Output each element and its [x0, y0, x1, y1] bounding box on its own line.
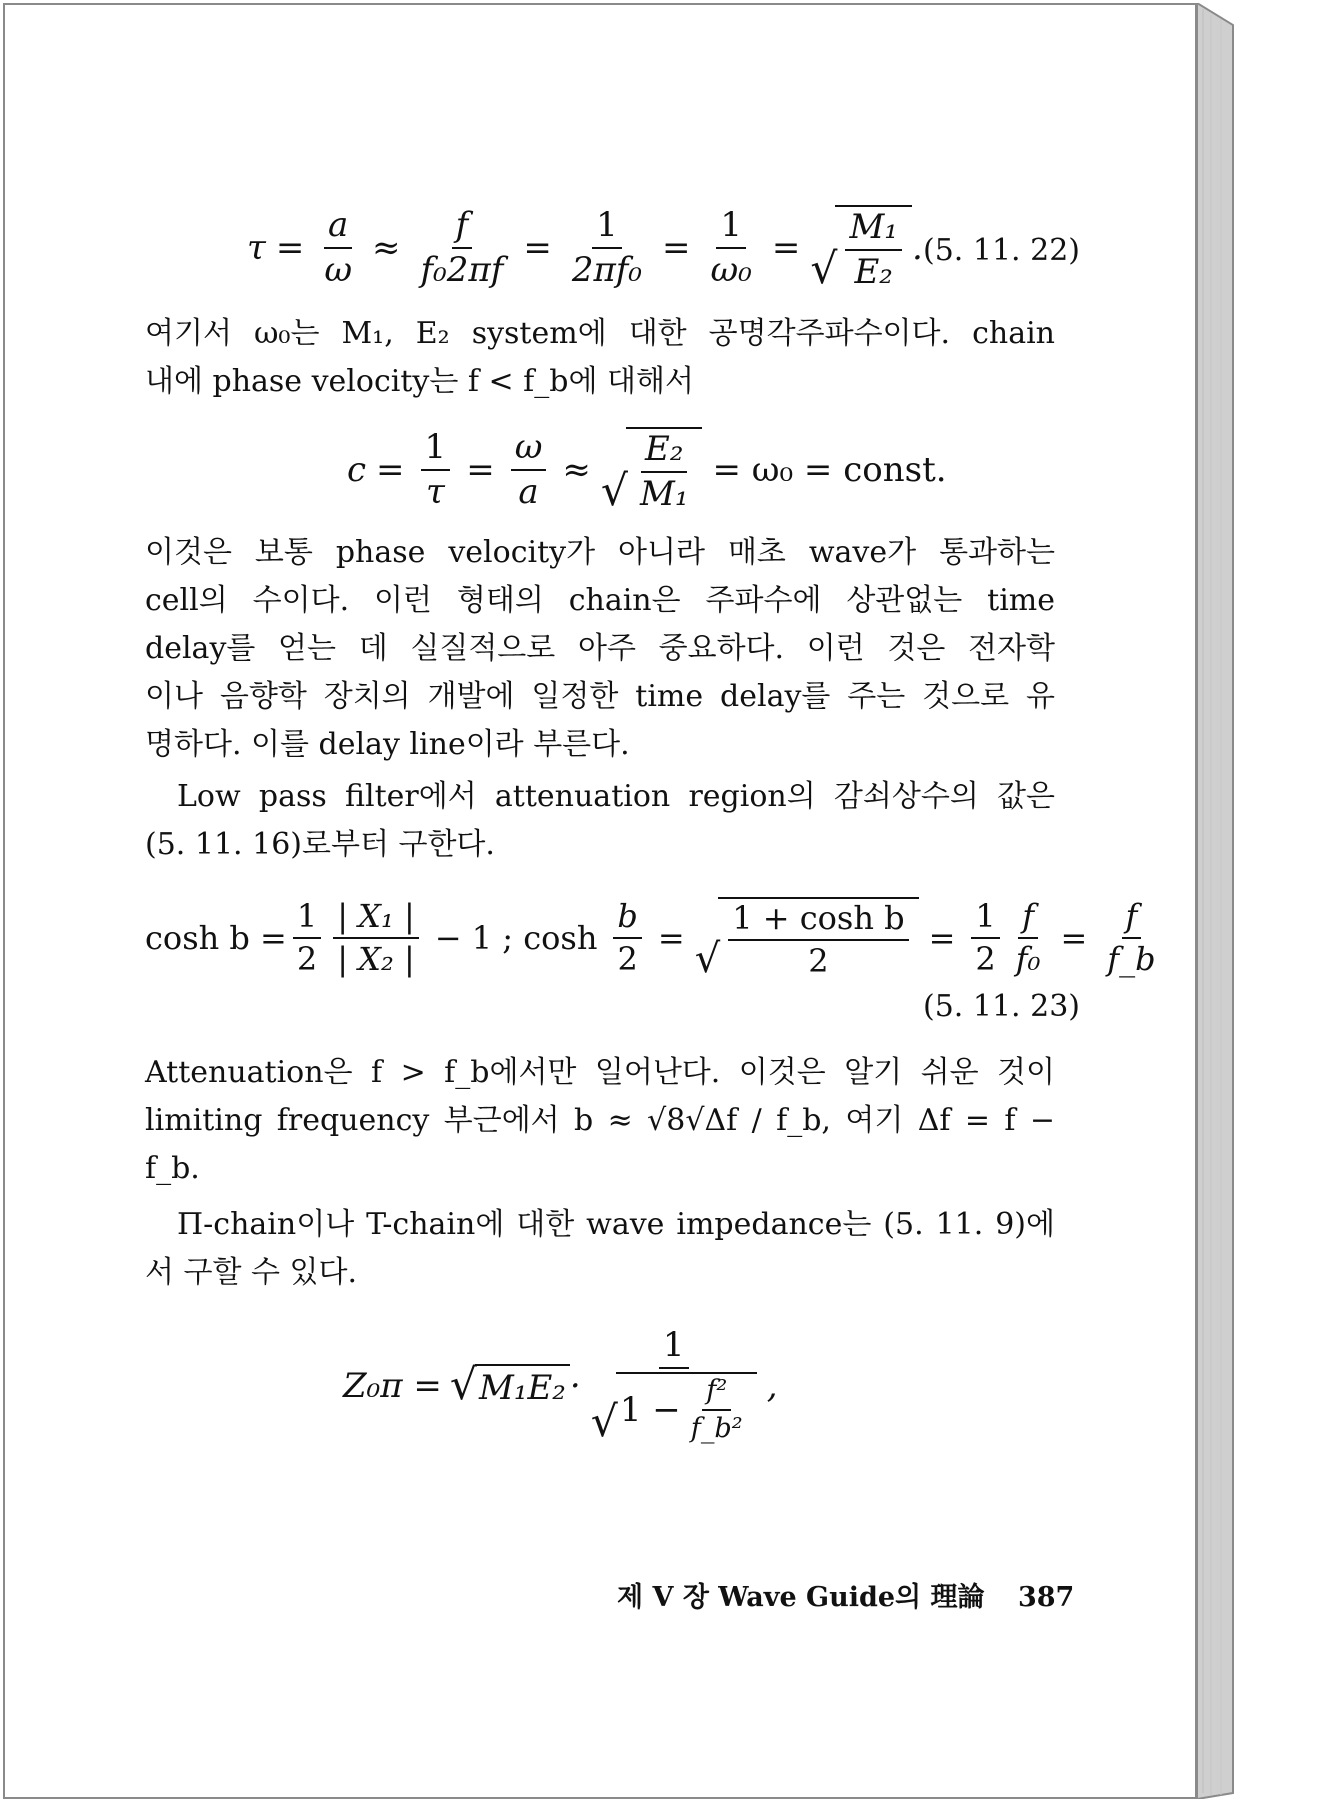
fraction	[728, 901, 908, 979]
denominator: 2	[808, 942, 829, 981]
eq-lhs: c	[347, 450, 367, 491]
eq-dot: ·	[569, 1365, 581, 1406]
numerator: 1	[293, 899, 321, 939]
denominator: E₂	[854, 252, 893, 293]
text-line: 여기서 ω₀는 M₁, E₂ system에 대한 공명각주파수이다. chain	[145, 316, 1055, 351]
fraction	[1103, 899, 1159, 977]
denominator: a	[518, 472, 539, 513]
fraction	[333, 899, 419, 977]
fraction	[417, 207, 508, 290]
text-line: 서 구할 수 있다.	[145, 1255, 358, 1290]
equation-wave-impedance	[343, 1325, 778, 1447]
radical-sign: √	[590, 1397, 618, 1447]
paragraph-2	[145, 529, 1055, 769]
eq-equals: =	[928, 919, 956, 958]
numerator: f	[452, 207, 473, 249]
eq-comma: ,	[766, 1365, 778, 1406]
eq-lhs: τ	[247, 228, 266, 269]
text-line: Attenuation은 f > f_b에서만 일어난다. 이것은 알기 쉬운 것이	[145, 1055, 1055, 1090]
square-root	[694, 897, 919, 983]
denominator: M₁	[640, 474, 689, 515]
numerator: 1	[971, 899, 999, 939]
text-line: 이것은 보통 phase velocity가 아니라 매초 wave가 통과하는	[145, 535, 1055, 570]
fraction	[421, 429, 451, 512]
numerator: | X₁ |	[333, 899, 419, 939]
denominator: 2	[296, 940, 318, 979]
denominator: f_b	[1107, 940, 1156, 979]
numerator: M₁	[845, 209, 901, 251]
radicand: M₁E₂	[475, 1364, 570, 1408]
eq-equals: =	[662, 228, 691, 269]
fraction	[707, 207, 756, 290]
numerator: a	[324, 207, 352, 249]
eq-one-minus: 1 −	[619, 1389, 681, 1430]
numerator: 1	[659, 1327, 689, 1369]
denominator: ω₀	[710, 250, 752, 291]
eq-equals: =	[466, 450, 495, 491]
square-root	[590, 1372, 757, 1447]
radicand	[626, 427, 702, 514]
radicand	[835, 205, 911, 292]
numerator: 1	[592, 207, 622, 249]
eq-approx: ≈	[562, 450, 591, 491]
fraction	[587, 1325, 761, 1447]
text-line: 내에 phase velocity는 f < f_b에 대해서	[145, 364, 694, 399]
fraction	[687, 1376, 747, 1444]
fraction	[845, 209, 901, 292]
fraction	[1012, 899, 1045, 977]
eq-cosh-b: cosh b =	[145, 919, 287, 958]
fraction	[293, 899, 321, 977]
denominator: 2πf₀	[571, 250, 643, 291]
fraction	[568, 207, 646, 290]
numerator: f²	[702, 1376, 731, 1411]
numerator: 1 + cosh b	[728, 901, 908, 941]
book-page	[3, 3, 1197, 1799]
eq-equals: =	[376, 450, 405, 491]
fraction	[613, 899, 641, 977]
eq-equals: =	[657, 919, 685, 958]
denominator: f₀	[1015, 940, 1041, 979]
denominator: | X₂ |	[337, 940, 415, 979]
eq-equals: =	[1060, 919, 1088, 958]
eq-equals: =	[275, 228, 305, 269]
eq-rhs: = ω₀ = const.	[712, 450, 947, 491]
radical-sign: √	[694, 936, 721, 983]
text-line: delay를 얻는 데 실질적으로 아주 중요하다. 이런 것은 전자학	[145, 631, 1055, 666]
page-number: 387	[1017, 1582, 1075, 1613]
text-line: Π-chain이나 T-chain에 대한 wave impedance는 (5. 11. 9)에	[177, 1207, 1055, 1242]
fraction	[636, 431, 692, 514]
fraction	[320, 207, 356, 290]
square-root	[449, 1361, 570, 1411]
denominator: τ	[425, 472, 445, 513]
fraction	[971, 899, 999, 977]
denominator: ω	[324, 250, 353, 291]
eq-minus-cosh: − 1 ; cosh	[434, 919, 598, 958]
page-footer	[617, 1575, 1074, 1614]
equation-phase-velocity	[347, 427, 957, 517]
equation-number-5-11-22: (5. 11. 22)	[923, 233, 1080, 268]
radicand	[718, 897, 918, 979]
eq-equals: =	[771, 228, 801, 269]
numerator: ω	[511, 429, 547, 471]
text-line: Low pass filter에서 attenuation region의 감쇠상수의 값은	[177, 779, 1055, 814]
square-root	[600, 427, 703, 517]
equation-number-5-11-23: (5. 11. 23)	[923, 989, 1080, 1024]
text-line: cell의 수이다. 이런 형태의 chain은 주파수에 상관없는 time	[145, 583, 1055, 618]
paragraph-4	[145, 1049, 1055, 1193]
text-line: 이나 음향학 장치의 개발에 일정한 time delay를 주는 것으로 유	[145, 679, 1055, 714]
paragraph-1	[145, 310, 1055, 406]
text-line: (5. 11. 16)로부터 구한다.	[145, 827, 495, 862]
radical-sign: √	[600, 467, 629, 517]
equation-5-11-23	[145, 897, 1166, 983]
equation-5-11-22	[247, 205, 923, 295]
radicand	[616, 1372, 757, 1444]
eq-equals: =	[523, 228, 552, 269]
paragraph-5	[145, 1201, 1055, 1297]
denominator: 2	[617, 940, 638, 979]
numerator: b	[613, 899, 641, 939]
text-line: 명하다. 이를 delay line이라 부른다.	[145, 727, 630, 762]
numerator: E₂	[641, 431, 687, 473]
numerator: f	[1018, 899, 1038, 939]
fraction	[511, 429, 547, 512]
radical-sign: √	[810, 245, 838, 295]
numerator: 1	[716, 207, 746, 249]
paragraph-3	[145, 773, 1055, 869]
denominator: f₀2πf	[420, 250, 504, 291]
numerator: 1	[421, 429, 451, 471]
denominator: 2	[975, 940, 996, 979]
text-line: limiting frequency 부근에서 b ≈ √8√Δf / f_b, 여기 Δf = f −	[145, 1103, 1055, 1138]
denominator: f_b²	[690, 1413, 743, 1445]
book-edge	[1197, 3, 1245, 1799]
radical-sign: √	[449, 1361, 477, 1411]
numerator: f	[1122, 899, 1142, 939]
text-line: f_b.	[145, 1151, 200, 1186]
square-root	[810, 205, 912, 295]
eq-approx: ≈	[372, 228, 401, 269]
denominator	[587, 1369, 761, 1447]
eq-period: .	[911, 228, 923, 269]
chapter-title: 제 V 장 Wave Guide의 理論	[617, 1582, 985, 1613]
eq-lhs: Z₀ᴨ =	[343, 1365, 442, 1406]
page-content	[5, 5, 1199, 1801]
